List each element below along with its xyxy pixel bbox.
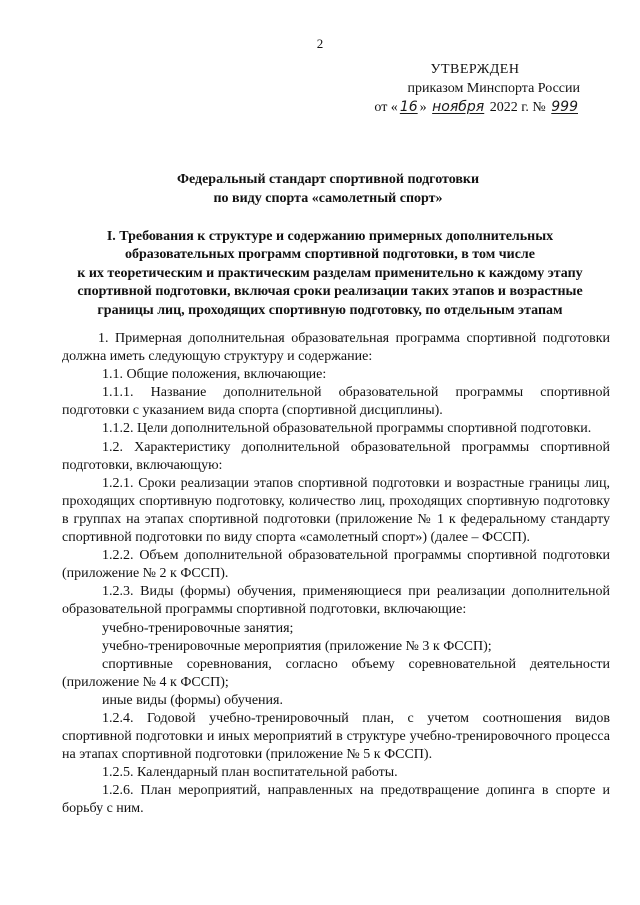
approval-stamp	[350, 60, 580, 117]
list-item: иные виды (формы) обучения.	[102, 692, 283, 708]
document-body	[62, 330, 610, 819]
paragraph-1-1-1: 1.1.1. Название дополнительной образовательной программы спортивной подготовки с указанием вида спорта (спортивной дисциплины).	[62, 385, 610, 419]
page-number: 2	[316, 36, 324, 51]
section-line: границы лиц, проходящих спортивную подготовку, по отдельным этапам	[97, 302, 563, 318]
title-line-2: по виду спорта «самолетный спорт»	[213, 191, 443, 206]
paragraph-1-2: 1.2. Характеристику дополнительной образовательной программы спортивной подготовки, включающую:	[62, 439, 610, 473]
paragraph-1-1-2: 1.1.2. Цели дополнительной образовательной программы спортивной подготовки.	[102, 421, 592, 437]
section-line: I. Требования к структуре и содержанию примерных дополнительных	[106, 229, 554, 244]
paragraph-1-1: 1.1. Общие положения, включающие:	[102, 367, 327, 383]
section-line: спортивной подготовки, включая сроки реализации таких этапов и возрастные	[77, 284, 583, 300]
date-prefix: от «	[374, 100, 398, 115]
approval-title: УТВЕРЖДЕН	[430, 62, 520, 77]
paragraph-1-2-2: 1.2.2. Объем дополнительной образовательной программы спортивной подготовки (приложение № 2 к ФССП).	[62, 548, 610, 582]
paragraph-1-2-3: 1.2.3. Виды (формы) обучения, применяющиеся при реализации дополнительной образовательной программы спортивной подготовки, включающие:	[62, 584, 610, 618]
date-year: 2022 г. №	[489, 100, 546, 115]
section-heading	[52, 228, 608, 320]
handwritten-number: 999	[551, 99, 578, 115]
title-line-1: Федеральный стандарт спортивной подготовки	[176, 172, 480, 187]
paragraph-1-2-1: 1.2.1. Сроки реализации этапов спортивной подготовки и возрастные границы лиц, проходящих спортивную подготовку, количество лиц, проходящих спортивную подготовку в группах на этапах спортивной подготовки (приложение № 1 к федеральному стандарту спортивной подготовки по виду спорта «самолетный спорт») (далее – ФССП).	[62, 475, 610, 546]
approval-date	[350, 98, 580, 117]
section-line: образовательных программ спортивной подготовки, в том числе	[125, 247, 535, 263]
paragraph-1-2-5: 1.2.5. Календарный план воспитательной работы.	[102, 765, 398, 781]
document-title	[58, 170, 598, 208]
approval-order: приказом Минспорта России	[407, 81, 580, 96]
date-mid: »	[419, 100, 427, 115]
paragraph-1: 1. Примерная дополнительная образовательная программа спортивной подготовки должна иметь следующую структуру и содержание:	[62, 331, 610, 365]
section-line: к их теоретическим и практическим разделам применительно к каждому этапу	[77, 265, 583, 281]
paragraph-1-2-4: 1.2.4. Годовой учебно-тренировочный план, с учетом соотношения видов спортивной подготовки и иных мероприятий в структуре учебно-тренировочного процесса на этапах спортивной подготовки (приложение № 5 к ФССП).	[62, 710, 610, 763]
list-item: учебно-тренировочные занятия;	[102, 620, 294, 636]
handwritten-month: ноября	[432, 99, 485, 115]
list-item: спортивные соревнования, согласно объему соревновательной деятельности (приложение № 4 к ФССП);	[62, 656, 610, 690]
list-item: учебно-тренировочные мероприятия (приложение № 3 к ФССП);	[102, 638, 492, 654]
paragraph-1-2-6: 1.2.6. План мероприятий, направленных на предотвращение допинга в спорте и борьбу с ним.	[62, 783, 610, 817]
handwritten-day: 16	[399, 99, 418, 115]
